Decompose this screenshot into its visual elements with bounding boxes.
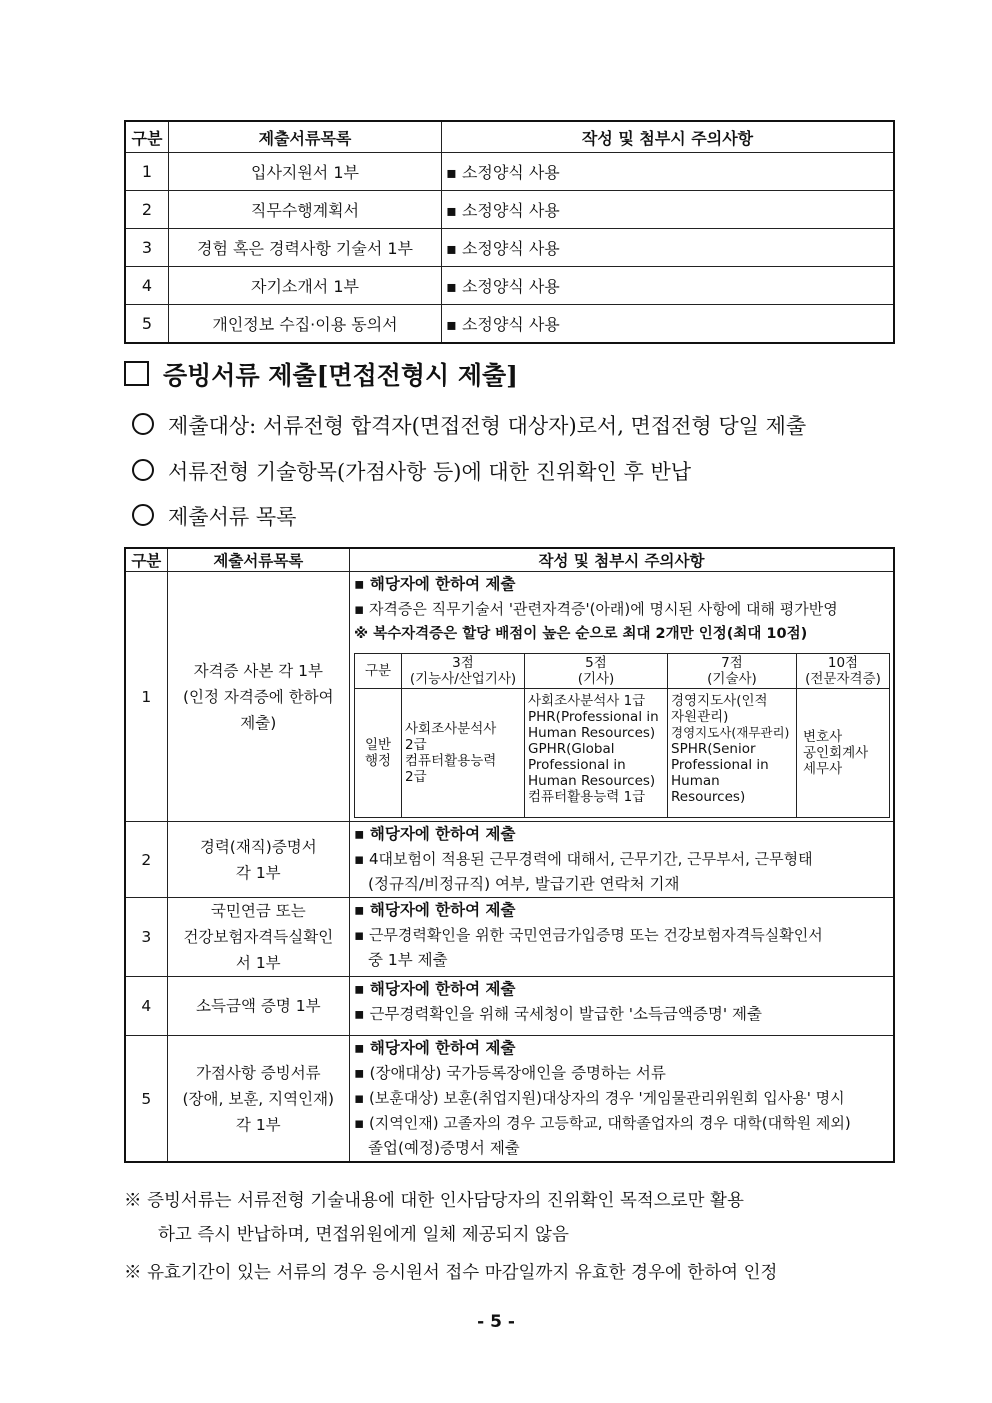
note-continuation: 졸업(예정)증명서 제출 <box>368 1139 520 1157</box>
cert-header-cell <box>797 654 890 689</box>
table-row <box>125 267 894 305</box>
cert-header-line: (기술사) <box>707 671 757 687</box>
note-text: ▪ 소정양식 사용 <box>446 274 893 297</box>
name-line: 서 1부 <box>235 954 281 972</box>
cert-line: SPHR(Senior <box>671 741 756 757</box>
cert-line: 사회조사분석사 <box>405 721 497 737</box>
row-number: 5 <box>125 305 169 344</box>
document-name <box>167 822 349 898</box>
circle-bullet-icon <box>132 413 154 435</box>
category-line: 일반 <box>364 737 392 753</box>
table-row <box>125 153 894 191</box>
document-name: 자기소개서 1부 <box>169 267 442 305</box>
note-continuation: 중 1부 제출 <box>368 951 448 969</box>
bullet-item <box>132 456 691 486</box>
cert-line: 컴퓨터활용능력 1급 <box>528 789 646 805</box>
cert-header-line: 5점 <box>585 655 607 671</box>
cert-line: 경영지도사(재무관리) <box>671 725 790 740</box>
bullet-item <box>132 501 296 531</box>
cert-header-cell <box>525 654 668 689</box>
name-line: 각 1부 <box>235 1115 281 1134</box>
name-line: 소득금액 증명 1부 <box>196 997 321 1015</box>
circle-bullet-icon <box>132 504 154 526</box>
cert-line: Resources) <box>671 789 746 805</box>
cert-header-cell <box>668 654 797 689</box>
note-item: ▪ 자격증은 직무기술서 '관련자격증'(아래)에 명시된 사항에 대해 평가반영 <box>354 597 890 622</box>
note-cell <box>350 977 895 1036</box>
row-number: 1 <box>125 153 169 191</box>
note-item: ▪ 4대보험이 적용된 근무경력에 대해서, 근무기간, 근무부서, 근무형태 <box>354 847 890 872</box>
circle-bullet-icon <box>132 459 154 481</box>
cert-line: 사회조사분석사 1급 <box>528 693 646 709</box>
table-row <box>125 305 894 344</box>
note-item: ▪ 해당자에 한하여 제출 <box>354 977 890 1002</box>
note-continuation: (정규직/비정규직) 여부, 발급기관 연락처 기재 <box>368 875 680 893</box>
row-number: 4 <box>125 267 169 305</box>
name-line: (장애, 보훈, 지역인재) <box>182 1089 335 1108</box>
bullet-text: 제출서류 목록 <box>168 505 297 529</box>
cert-line: 세무사 <box>803 761 843 777</box>
note-cell <box>350 822 895 898</box>
cert-line: 공인회계사 <box>803 745 869 761</box>
note-cell <box>350 898 895 977</box>
footnote-continuation: 하고 즉시 반납하며, 면접위원에게 일체 제공되지 않음 <box>158 1225 569 1245</box>
note-text: ▪ 소정양식 사용 <box>446 312 893 335</box>
document-name: 경험 혹은 경력사항 기술서 1부 <box>169 229 442 267</box>
cert-header-cell: 구분 <box>355 654 402 689</box>
cert-line: Human Resources) <box>528 725 656 741</box>
submission-table <box>124 120 895 344</box>
cert-line: 변호사 <box>803 729 843 745</box>
note-item: ▪ 해당자에 한하여 제출 <box>354 898 890 923</box>
header-cell: 제출서류목록 <box>169 121 442 153</box>
note-cell <box>442 229 895 267</box>
note-item: ▪ 해당자에 한하여 제출 <box>354 1036 890 1061</box>
note-cell <box>442 305 895 344</box>
note-cell <box>442 267 895 305</box>
bullet-item <box>132 410 806 440</box>
checkbox-square-icon <box>124 361 149 386</box>
evidence-table <box>124 547 895 1163</box>
footnote: ※ 유효기간이 있는 서류의 경우 응시원서 접수 마감일까지 유효한 경우에 한하여 인정 <box>124 1263 778 1283</box>
cert-7pt <box>668 689 797 818</box>
document-name: 입사지원서 1부 <box>169 153 442 191</box>
cert-row <box>355 689 890 818</box>
note-text: ▪ 소정양식 사용 <box>446 236 893 259</box>
row-number: 2 <box>125 191 169 229</box>
row-number: 5 <box>125 1036 167 1163</box>
cert-header-cell <box>402 654 525 689</box>
cert-header-line: (전문자격증) <box>805 671 881 687</box>
document-name <box>167 977 349 1036</box>
cert-line: Professional in <box>528 757 626 773</box>
header-cell: 작성 및 첨부시 주의사항 <box>442 121 895 153</box>
document-name: 개인정보 수집·이용 동의서 <box>169 305 442 344</box>
remark-text: ※ 복수자격증은 할당 배점이 높은 순으로 최대 2개만 인정(최대 10점) <box>354 626 808 642</box>
cert-header-line: (기사) <box>577 671 615 687</box>
cert-line: 컴퓨터활용능력 <box>405 753 497 769</box>
header-cell: 구분 <box>125 121 169 153</box>
cert-line: 자원관리) <box>671 709 729 725</box>
note-cell <box>350 1036 895 1163</box>
cert-3pt <box>402 689 525 818</box>
name-line: 자격증 사본 각 1부 <box>193 661 324 680</box>
table-row <box>125 572 894 822</box>
table-row <box>125 977 894 1036</box>
note-cell <box>442 153 895 191</box>
cert-line: Human <box>671 773 720 789</box>
name-line: 제출) <box>240 713 277 732</box>
row-number: 3 <box>125 229 169 267</box>
note-item: ▪ 근무경력확인을 위한 국민연금가입증명 또는 건강보험자격득실확인서 <box>354 923 890 948</box>
table-row <box>125 191 894 229</box>
note-item: ▪ (보훈대상) 보훈(취업지원)대상자의 경우 '게임물관리위원회 입사용' 명시 <box>354 1086 890 1111</box>
cert-5pt <box>525 689 668 818</box>
cert-line: 경영지도사(인적 <box>671 693 768 709</box>
cert-line: 2급 <box>405 737 427 753</box>
row-number: 4 <box>125 977 167 1036</box>
cert-10pt <box>797 689 890 818</box>
name-line: 가점사항 증빙서류 <box>195 1063 321 1082</box>
cert-header-row <box>355 654 890 689</box>
name-line: 국민연금 또는 <box>210 902 306 920</box>
page-number: - 5 - <box>477 1312 515 1332</box>
note-item: ▪ (지역인재) 고졸자의 경우 고등학교, 대학졸업자의 경우 대학(대학원 제외) <box>354 1111 890 1136</box>
certificate-table <box>354 653 890 818</box>
table-row <box>125 229 894 267</box>
note-text: ▪ 소정양식 사용 <box>446 160 893 183</box>
table-row <box>125 1036 894 1163</box>
cert-line: Professional in <box>671 757 769 773</box>
header-cell: 구분 <box>125 548 167 572</box>
name-line: 각 1부 <box>235 863 281 882</box>
note-cell <box>442 191 895 229</box>
table-header-row <box>125 548 894 572</box>
cert-header-line: 10점 <box>827 655 859 671</box>
cert-line: GPHR(Global <box>528 741 615 757</box>
cert-line: PHR(Professional in <box>528 709 659 725</box>
category-line: 행정 <box>364 753 392 769</box>
header-cell: 작성 및 첨부시 주의사항 <box>350 548 895 572</box>
table-header-row <box>125 121 894 153</box>
name-line: (인정 자격증에 한하여 <box>182 687 334 706</box>
cert-line: Human Resources) <box>528 773 656 789</box>
row-number: 2 <box>125 822 167 898</box>
document-name <box>167 1036 349 1163</box>
bullet-text: 서류전형 기술항목(가점사항 등)에 대한 진위확인 후 반납 <box>168 460 692 484</box>
section-title <box>124 356 518 392</box>
cert-header-line: 7점 <box>721 655 743 671</box>
document-name <box>167 572 349 822</box>
cert-line: 2급 <box>405 769 427 785</box>
row-number: 3 <box>125 898 167 977</box>
table-row <box>125 898 894 977</box>
bullet-text: 제출대상: 서류전형 합격자(면접전형 대상자)로서, 면접전형 당일 제출 <box>168 414 807 438</box>
name-line: 건강보험자격득실확인 <box>183 928 334 946</box>
section-title-text: 증빙서류 제출[면접전형시 제출] <box>163 361 519 390</box>
note-item: ▪ 해당자에 한하여 제출 <box>354 822 890 847</box>
cert-header-line: (기능사/산업기사) <box>409 671 517 687</box>
row-number: 1 <box>125 572 167 822</box>
header-cell: 제출서류목록 <box>167 548 349 572</box>
note-item: ▪ 해당자에 한하여 제출 <box>354 572 890 597</box>
note-item: ▪ (장애대상) 국가등록장애인을 증명하는 서류 <box>354 1061 890 1086</box>
note-text: ▪ 소정양식 사용 <box>446 198 893 221</box>
footnote: ※ 증빙서류는 서류전형 기술내용에 대한 인사담당자의 진위확인 목적으로만 활용 <box>124 1191 744 1211</box>
cert-category <box>355 689 402 818</box>
cert-header-line: 3점 <box>452 655 474 671</box>
document-name <box>167 898 349 977</box>
table-row <box>125 822 894 898</box>
note-cell <box>350 572 895 822</box>
document-name: 직무수행계획서 <box>169 191 442 229</box>
note-item: ▪ 근무경력확인을 위해 국세청이 발급한 '소득금액증명' 제출 <box>354 1002 890 1027</box>
name-line: 경력(재직)증명서 <box>199 837 317 856</box>
